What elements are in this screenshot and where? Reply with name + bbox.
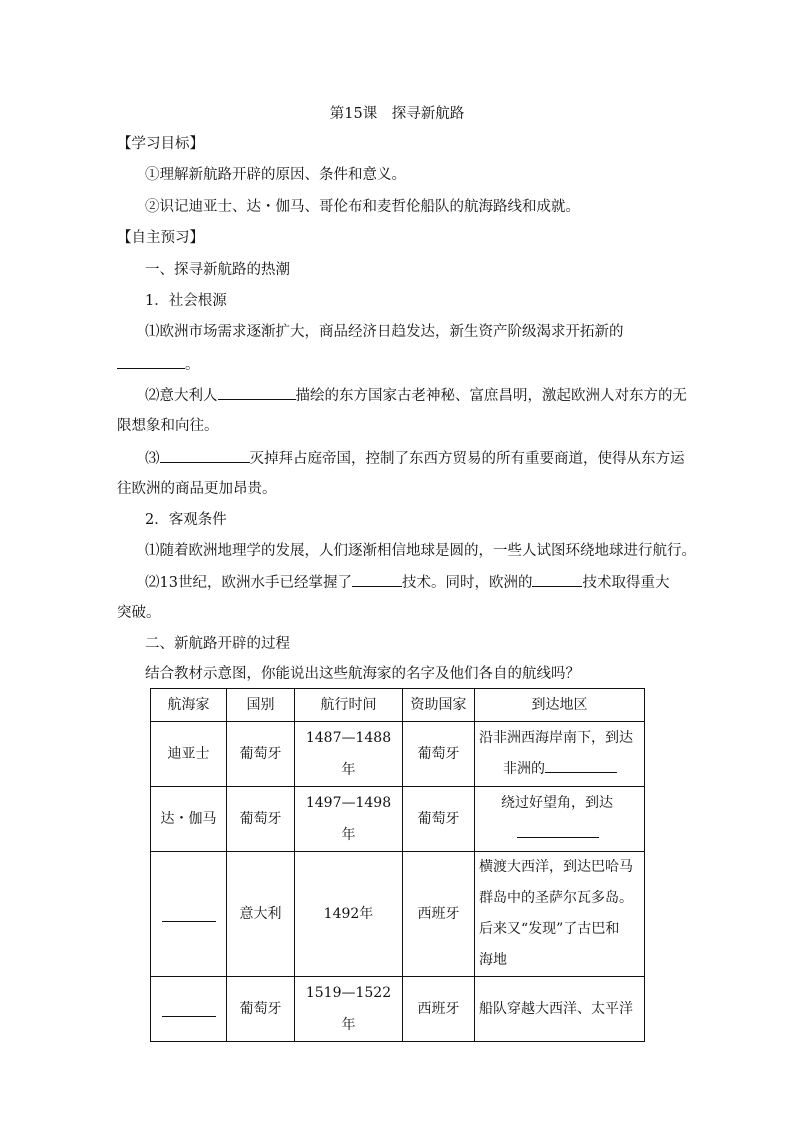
cell-time: 1497—1498年 [295, 787, 403, 852]
cell-destination: 绕过好望角，到达 [475, 787, 645, 852]
header-navigator: 航海家 [151, 689, 227, 722]
paragraph-3-line-2: 往欧洲的商品更加昂贵。 [117, 481, 277, 497]
fill-blank[interactable] [160, 448, 250, 463]
paragraph-5-line-2: 突破。 [117, 605, 161, 621]
cell-country: 葡萄牙 [227, 977, 295, 1042]
header-country: 国别 [227, 689, 295, 722]
table-row [151, 722, 645, 787]
lesson-title: 第15课 探寻新航路 [329, 106, 465, 122]
table-row [151, 787, 645, 852]
paragraph-1-line-2: 。 [117, 354, 200, 375]
goals-header: 【学习目标】 [117, 136, 204, 152]
part1-header: 一、探寻新航路的热潮 [145, 262, 290, 278]
table-row [151, 852, 645, 977]
fill-blank[interactable] [162, 907, 216, 922]
cell-time: 1492年 [295, 852, 403, 977]
cell-sponsor: 葡萄牙 [403, 722, 475, 787]
goal-2: ②识记迪亚士、达・伽马、哥伦布和麦哲伦船队的航海路线和成就。 [145, 199, 580, 215]
cell-country: 葡萄牙 [227, 722, 295, 787]
fill-blank[interactable] [352, 572, 402, 587]
part2-header: 二、新航路开辟的过程 [145, 636, 290, 652]
table-intro: 结合教材示意图，你能说出这些航海家的名字及他们各自的航线吗？ [145, 666, 580, 682]
paragraph-1-line-1: ⑴欧洲市场需求逐渐扩大，商品经济日趋发达，新生资产阶级渴求开拓新的 [145, 324, 624, 340]
fill-blank[interactable] [532, 572, 582, 587]
sub2-header: 2．客观条件 [145, 512, 227, 528]
cell-destination: 船队穿越大西洋、太平洋 [475, 977, 645, 1042]
cell-sponsor: 葡萄牙 [403, 787, 475, 852]
cell-navigator: 达・伽马 [151, 787, 227, 852]
cell-time: 1519—1522年 [295, 977, 403, 1042]
cell-navigator [151, 977, 227, 1042]
cell-navigator: 迪亚士 [151, 722, 227, 787]
cell-time: 1487—1488年 [295, 722, 403, 787]
fill-blank[interactable] [117, 354, 185, 369]
cell-country: 葡萄牙 [227, 787, 295, 852]
paragraph-5-line-1: ⑵13世纪，欧洲水手已经掌握了 技术。同时，欧洲的 技术取得重大 [145, 572, 669, 593]
header-sponsor: 资助国家 [403, 689, 475, 722]
fill-blank[interactable] [162, 1002, 216, 1017]
cell-country: 意大利 [227, 852, 295, 977]
table-row [151, 977, 645, 1042]
header-time: 航行时间 [295, 689, 403, 722]
cell-navigator [151, 852, 227, 977]
paragraph-2-line-1: ⑵意大利人 描绘的东方国家古老神秘、富庶昌明，激起欧洲人对东方的无 [145, 385, 687, 406]
table-header-row [151, 689, 645, 722]
header-destination: 到达地区 [475, 689, 645, 722]
sub1-header: 1．社会根源 [145, 293, 227, 309]
paragraph-4: ⑴随着欧洲地理学的发展，人们逐渐相信地球是圆的，一些人试图环绕地球进行航行。 [145, 543, 696, 559]
cell-sponsor: 西班牙 [403, 852, 475, 977]
fill-blank[interactable] [218, 385, 296, 400]
navigators-table [150, 688, 645, 1042]
paragraph-2-line-2: 限想象和向往。 [117, 418, 219, 434]
fill-blank[interactable] [517, 823, 599, 838]
goal-1: ①理解新航路开辟的原因、条件和意义。 [145, 167, 406, 183]
cell-sponsor: 西班牙 [403, 977, 475, 1042]
cell-destination: 横渡大西洋，到达巴哈马 群岛中的圣萨尔瓦多岛。 后来又“发现”了古巴和 海地 [475, 852, 645, 977]
cell-destination: 沿非洲西海岸南下，到达 非洲的 [475, 722, 645, 787]
preview-header: 【自主预习】 [117, 230, 204, 246]
paragraph-3-line-1: ⑶ 灭掉拜占庭帝国，控制了东西方贸易的所有重要商道，使得从东方运 [145, 448, 685, 469]
fill-blank[interactable] [545, 758, 617, 773]
